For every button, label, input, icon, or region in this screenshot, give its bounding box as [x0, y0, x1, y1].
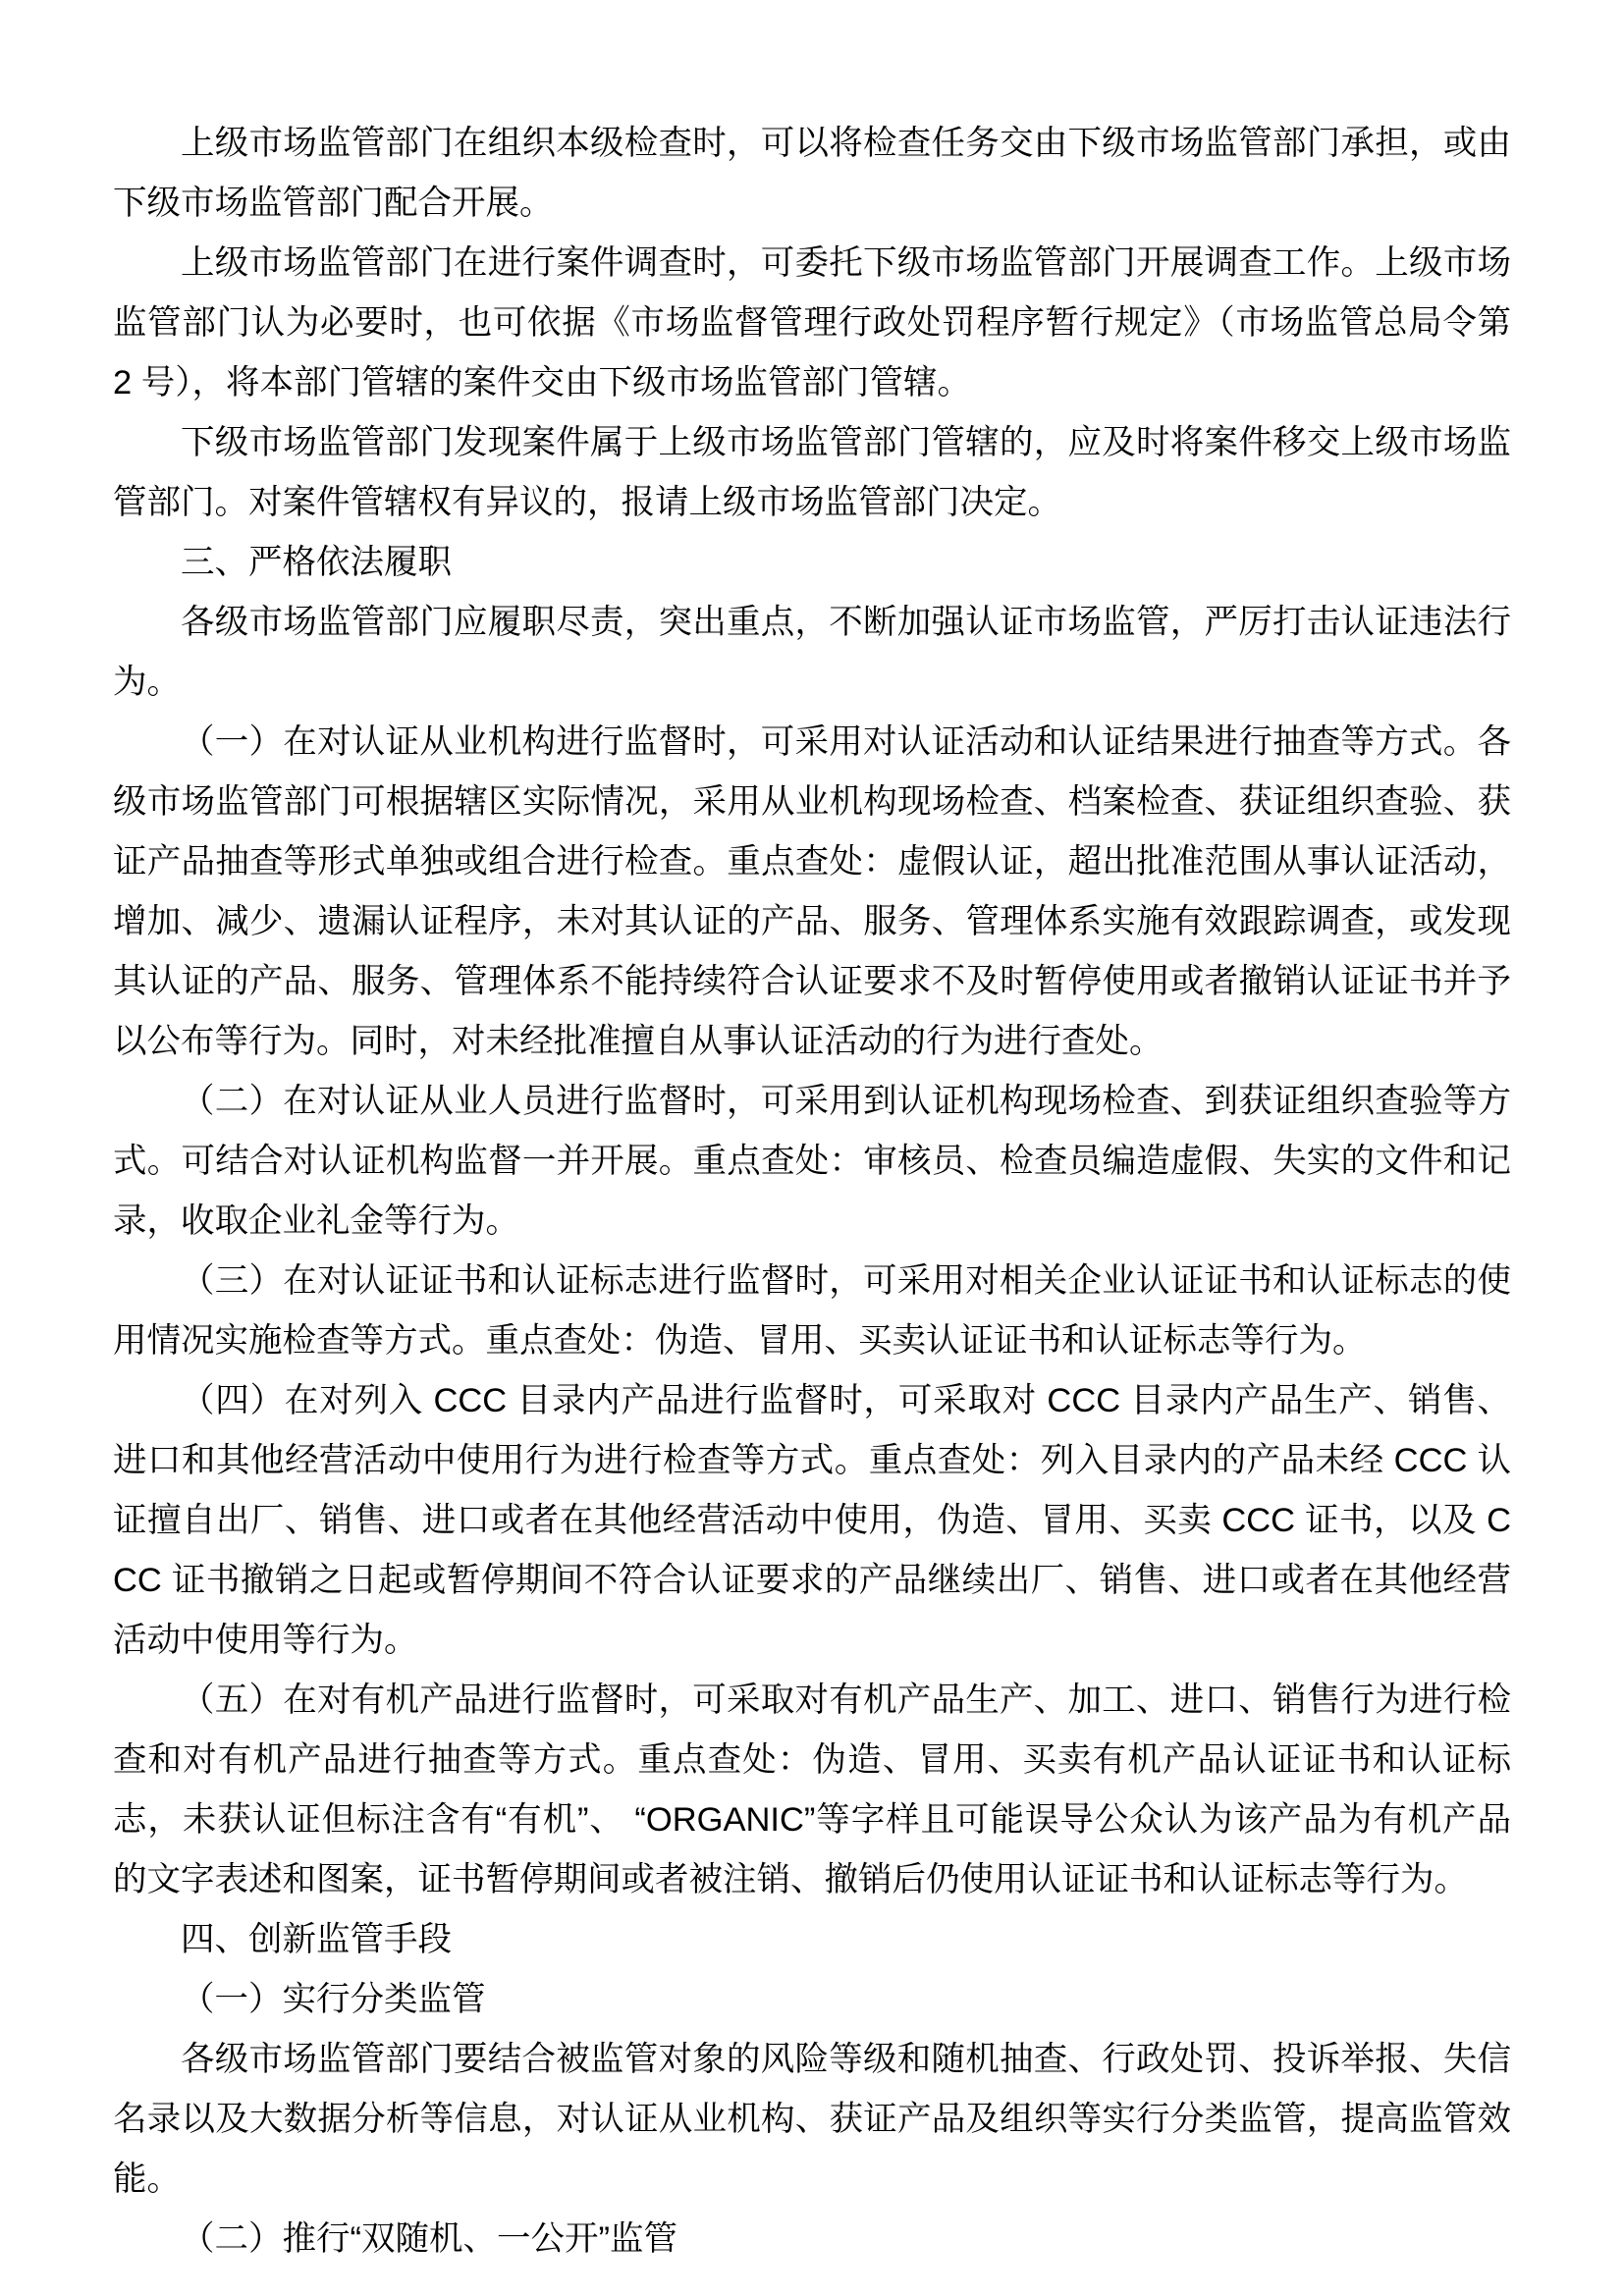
subsection-heading-classified-supervision: （一）实行分类监管 [181, 1981, 486, 2018]
paragraph-case-investigation: 上级市场监管部门在进行案件调查时，可委托下级市场监管部门开展调查工作。上级市场监管部门认为必要时，也可依据《市场监督管理行政处罚程序暂行规定》（市场监管总局令第 2 号），将本部门管辖的案件交由下级市场监管部门管辖。 [113, 244, 1511, 401]
paragraph-item-1-certification-bodies: （一）在对认证从业机构进行监督时，可采用对认证活动和认证结果进行抽查等方式。各级市场监管部门可根据辖区实际情况，采用从业机构现场检查、档案检查、获证组织查验、获证产品抽查等形式单独或组合进行检查。重点查处：虚假认证，超出批准范围从事认证活动，增加、减少、遗漏认证程序，未对其认证的产品、服务、管理体系实施有效跟踪调查，或发现其认证的产品、服务、管理体系不能持续符合认证要求不及时暂停使用或者撤销认证证书并予以公布等行为。同时，对未经批准擅自从事认证活动的行为进行查处。 [113, 723, 1511, 1060]
paragraph-case-transfer: 下级市场监管部门发现案件属于上级市场监管部门管辖的，应及时将案件移交上级市场监管部门。对案件管辖权有异议的，报请上级市场监管部门决定。 [113, 424, 1511, 521]
paragraph-item-4-ccc-catalog: （四）在对列入 CCC 目录内产品进行监督时，可采取对 CCC 目录内产品生产、销售、进口和其他经营活动中使用行为进行检查等方式。重点查处：列入目录内的产品未经 CCC 认证擅自出厂、销售、进口或者在其他经营活动中使用，伪造、冒用、买卖 CCC 证书，以及 CCC 证书撤销之日起或暂停期间不符合认证要求的产品继续出厂、销售、进口或者在其他经营活动中使用等行为。 [113, 1382, 1511, 1659]
paragraph-delegation-inspection: 上级市场监管部门在组织本级检查时，可以将检查任务交由下级市场监管部门承担，或由下级市场监管部门配合开展。 [113, 125, 1511, 222]
section-heading-3: 三、严格依法履职 [181, 544, 452, 581]
paragraph-item-2-practitioners: （二）在对认证从业人员进行监督时，可采用到认证机构现场检查、到获证组织查验等方式。可结合对认证机构监督一并开展。重点查处：审核员、检查员编造虚假、失实的文件和记录，收取企业礼金等行为。 [113, 1083, 1511, 1240]
subsection-heading-double-random: （二）推行“双随机、一公开”监管 [181, 2220, 677, 2258]
paragraph-item-3-certificates-marks: （三）在对认证证书和认证标志进行监督时，可采用对相关企业认证证书和认证标志的使用情况实施检查等方式。重点查处：伪造、冒用、买卖认证证书和认证标志等行为。 [113, 1262, 1511, 1360]
paragraph-duty-overview: 各级市场监管部门应履职尽责，突出重点，不断加强认证市场监管，严厉打击认证违法行为。 [113, 604, 1511, 701]
paragraph-item-5-organic-products: （五）在对有机产品进行监督时，可采取对有机产品生产、加工、进口、销售行为进行检查和对有机产品进行抽查等方式。重点查处：伪造、冒用、买卖有机产品认证证书和认证标志，未获认证但标注含有“有机”、 “ORGANIC”等字样且可能误导公众认为该产品为有机产品的文字表述和图案，证书暂停期间或者被注销、撤销后仍使用认证证书和认证标志等行为。 [113, 1682, 1511, 1898]
document-text-block [113, 114, 1511, 2269]
paragraph-classified-supervision: 各级市场监管部门要结合被监管对象的风险等级和随机抽查、行政处罚、投诉举报、失信名录以及大数据分析等信息，对认证从业机构、获证产品及组织等实行分类监管，提高监管效能。 [113, 2041, 1511, 2198]
section-heading-4: 四、创新监管手段 [181, 1921, 452, 1958]
